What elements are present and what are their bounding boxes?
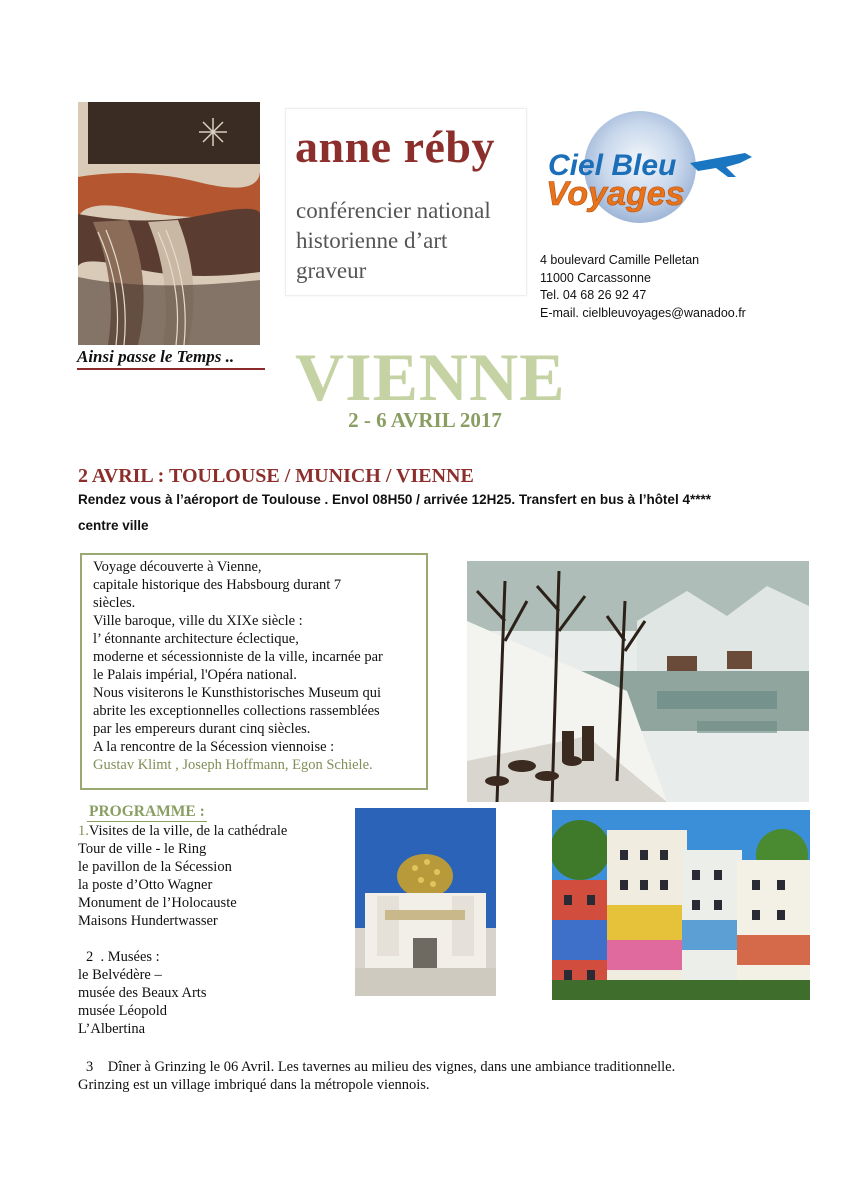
programme-item: Tour de ville - le Ring [78,841,207,857]
agency-email: E-mail. cielbleuvoyages@wanadoo.fr [540,306,746,320]
intro-line: abrite les exceptionnelles collections rassemblées [93,703,380,719]
programme-item: Grinzing est un village imbriqué dans la métropole viennois. [78,1077,430,1093]
programme-item [86,1059,675,1076]
intro-line: A la rencontre de la Sécession viennoise : [93,739,335,755]
role-line: conférencier national [296,198,491,223]
programme-item: Maisons Hundertwasser [78,913,218,929]
programme-item: musée Léopold [78,1003,167,1019]
rendezvous-text: centre ville [78,518,149,533]
programme-item: musée des Beaux Arts [78,985,207,1001]
programme-item: le pavillon de la Sécession [78,859,232,875]
agency-address-line: 11000 Carcassonne [540,271,651,285]
programme-item-text: . Musées : [100,949,160,965]
artwork-caption: Ainsi passe le Temps .. [77,347,265,370]
programme-item: la poste d’Otto Wagner [78,877,213,893]
intro-line: Ville baroque, ville du XIXe siècle : [93,613,303,629]
agency-address-line: 4 boulevard Camille Pelletan [540,253,700,267]
programme-number: 1. [78,823,89,839]
programme-item: L’Albertina [78,1021,146,1037]
winter-painting-image [467,561,809,802]
intro-line: le Palais impérial, l'Opéra national. [93,667,297,683]
programme-item [86,949,160,966]
agency-phone: Tel. 04 68 26 92 47 [540,288,647,302]
intro-line: par les empereurs durant cinq siècles. [93,721,311,737]
role-line: graveur [296,258,367,283]
intro-line: Nous visiterons le Kunsthistorisches Museum qui [93,685,381,701]
role-line: historienne d’art [296,228,448,253]
intro-line: l’ étonnante architecture éclectique, [93,631,299,647]
programme-number: 2 [86,949,94,965]
programme-item-text: Dîner à Grinzing le 06 Avril. Les tavernes au milieu des vignes, dans une ambiance traditionnelle. [107,1059,676,1075]
programme-item: le Belvédère – [78,967,162,983]
destination-title: VIENNE [295,339,566,415]
programme-item: Monument de l’Holocauste [78,895,237,911]
ciel-bleu-logo [540,105,760,235]
programme-number: 3 [86,1059,94,1075]
logo-text-ciel-bleu: Ciel Bleu [548,149,677,182]
author-name: anne réby [295,121,495,172]
programme-heading: PROGRAMME : [89,803,205,820]
secession-building-image [355,808,496,996]
intro-artists: Gustav Klimt , Joseph Hoffmann, Egon Schiele. [93,757,373,773]
programme-item [78,823,287,840]
logo-text-voyages: Voyages [546,175,685,213]
intro-line: capitale historique des Habsbourg durant 7 [93,577,342,593]
intro-line: moderne et sécessionniste de la ville, incarnée par [93,649,383,665]
programme-item-text: Visites de la ville, de la cathédrale [88,823,288,839]
hundertwasser-house-image [552,810,810,1000]
rendezvous-text: Rendez vous à l’aéroport de Toulouse . Envol 08H50 / arrivée 12H25. Transfert en bus à l’hôtel 4**** [78,492,711,507]
intro-line: siècles. [93,595,136,611]
intro-line: Voyage découverte à Vienne, [93,559,262,575]
artwork-image [78,102,260,345]
trip-dates: 2 - 6 AVRIL 2017 [348,408,502,432]
day-heading: 2 AVRIL : TOULOUSE / MUNICH / VIENNE [78,465,474,487]
